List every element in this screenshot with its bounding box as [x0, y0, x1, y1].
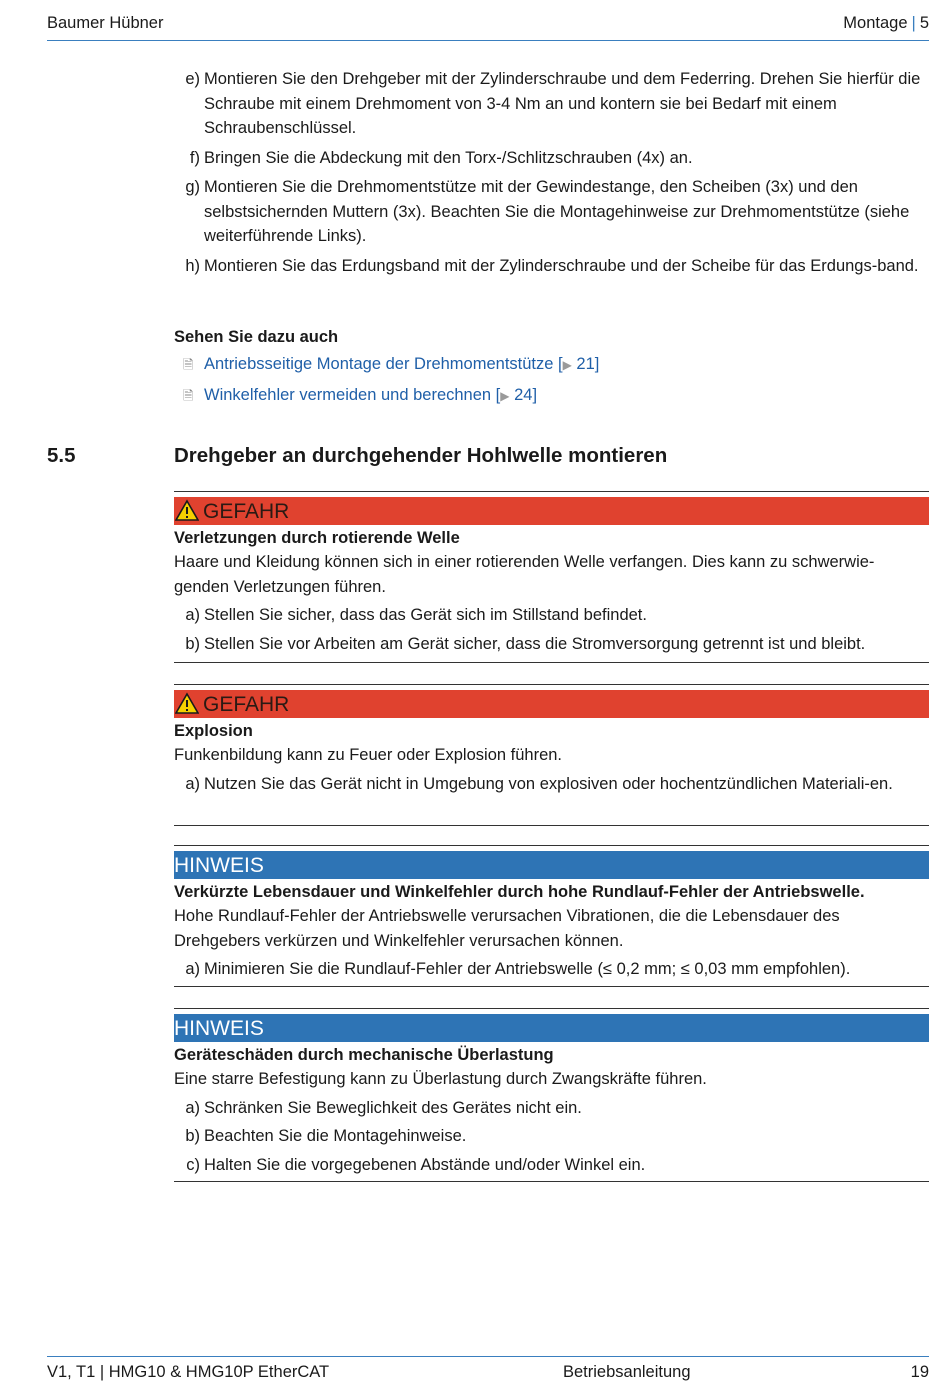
link-torque-support[interactable] [174, 349, 929, 380]
item-text: Beachten Sie die Montagehinweise. [204, 1127, 467, 1145]
list-item [174, 1124, 929, 1149]
link-text: Antriebsseitige Montage der Drehmomentstütze [ [204, 355, 563, 373]
hint-notice [174, 1008, 929, 1182]
section-number: 5.5 [47, 444, 76, 467]
page-arrow-icon: ▶ [562, 358, 572, 372]
section-name: Montage [843, 14, 908, 32]
danger-bar [174, 690, 929, 718]
item-text: Stellen Sie sicher, dass das Gerät sich im Stillstand befindet. [204, 606, 647, 624]
notice-title: Verkürzte Lebensdauer und Winkelfehler durch hohe Rundlauf-Fehler der Antriebswelle. [174, 883, 865, 901]
header-separator: | [911, 14, 916, 32]
document-id: V1, T1 | HMG10 & HMG10P EtherCAT [47, 1363, 330, 1381]
company-name: Baumer Hübner [47, 14, 164, 32]
chapter-number: 5 [919, 14, 929, 32]
see-also [174, 325, 929, 411]
notice-kind: GEFAHR [203, 693, 290, 716]
item-text: Nutzen Sie das Gerät nicht in Umgebung von explosiven oder hochentzündlichen Materiali-en. [204, 774, 893, 793]
list-item [174, 603, 929, 628]
danger-bar [174, 497, 929, 525]
see-also-title: Sehen Sie dazu auch [174, 328, 339, 346]
document-icon: 🗎 [183, 388, 194, 403]
warning-icon [175, 499, 199, 521]
item-text: Montieren Sie das Erdungsband mit der Zylinderschraube und der Scheibe für das Erdungs-band. [204, 256, 919, 275]
hint-notice [174, 845, 929, 987]
item-label: f) [189, 148, 200, 167]
item-label: a) [185, 1098, 200, 1117]
item-text: Stellen Sie vor Arbeiten am Gerät sicher, dass die Stromversorgung getrennt ist und bleibt. [204, 634, 866, 653]
page-arrow-icon: ▶ [500, 389, 510, 403]
notice-body: Eine starre Befestigung kann zu Überlastung durch Zwangskräfte führen. [174, 1070, 707, 1088]
item-text: Montieren Sie den Drehgeber mit der Zylinderschraube und dem Federring. Drehen Sie hierfür die Schraube mit einem Drehmoment von 3-4 Nm an und kontern sie bei Bedarf mit einem Schraubenschlüssel. [204, 70, 921, 137]
item-label: e) [185, 70, 200, 88]
danger-notice [174, 491, 929, 663]
item-text: Schränken Sie Beweglichkeit des Gerätes nicht ein. [204, 1098, 582, 1117]
list-item [174, 1153, 929, 1178]
link-text: Winkelfehler vermeiden und berechnen [ [204, 386, 501, 404]
document-type: Betriebsanleitung [563, 1363, 691, 1381]
link-page: 24] [514, 386, 538, 404]
item-label: h) [185, 256, 200, 275]
list-item [174, 175, 929, 249]
item-text: Minimieren Sie die Rundlauf-Fehler der Antriebswelle (≤ 0,2 mm; ≤ 0,03 mm empfohlen). [204, 960, 851, 978]
hint-bar: HINWEIS [174, 851, 929, 879]
list-item [174, 67, 929, 141]
page-footer [47, 1356, 929, 1385]
hint-bar: HINWEIS [174, 1014, 929, 1042]
notice-title: Verletzungen durch rotierende Welle [174, 529, 460, 547]
link-angle-error[interactable] [174, 380, 929, 411]
notice-body: Hohe Rundlauf-Fehler der Antriebswelle verursachen Vibrationen, die die Lebensdauer des Drehgebers verkürzen und Winkelfehler verursachen können. [174, 907, 840, 950]
item-label: a) [185, 960, 200, 978]
link-page: 21] [576, 355, 600, 373]
item-text: Halten Sie die vorgegebenen Abstände und/oder Winkel ein. [204, 1155, 646, 1174]
item-text: Montieren Sie die Drehmomentstütze mit der Gewindestange, den Scheiben (3x) und den selbstsichernden Muttern (3x). Beachten Sie die Montagehinweise zur Drehmomentstütze (siehe weiterführende Links). [204, 178, 910, 245]
item-label: b) [185, 634, 200, 653]
list-item [174, 957, 929, 982]
warning-icon [175, 692, 199, 714]
document-icon: 🗎 [183, 357, 194, 372]
notice-title: Geräteschäden durch mechanische Überlastung [174, 1046, 554, 1064]
item-text: Bringen Sie die Abdeckung mit den Torx-/Schlitzschrauben (4x) an. [204, 148, 693, 167]
item-label: a) [185, 606, 200, 624]
page-number: 19 [910, 1363, 929, 1381]
notice-kind: GEFAHR [203, 500, 290, 523]
list-item [174, 1096, 929, 1121]
page-header [47, 12, 929, 41]
item-label: g) [185, 178, 200, 196]
notice-title: Explosion [174, 722, 253, 740]
item-label: b) [185, 1127, 200, 1145]
notice-body: Haare und Kleidung können sich in einer rotierenden Welle verfangen. Dies kann zu schwerwie-genden Verletzungen führen. [174, 553, 875, 596]
list-item [174, 772, 929, 797]
notice-body: Funkenbildung kann zu Feuer oder Explosion führen. [174, 746, 562, 764]
list-item [174, 632, 929, 657]
list-item [174, 146, 929, 171]
list-item [174, 254, 929, 279]
header-section [843, 14, 929, 33]
item-label: c) [186, 1155, 200, 1174]
steps-list [174, 67, 929, 283]
danger-notice [174, 684, 929, 826]
section-title: Drehgeber an durchgehender Hohlwelle montieren [174, 444, 668, 467]
item-label: a) [185, 774, 200, 793]
